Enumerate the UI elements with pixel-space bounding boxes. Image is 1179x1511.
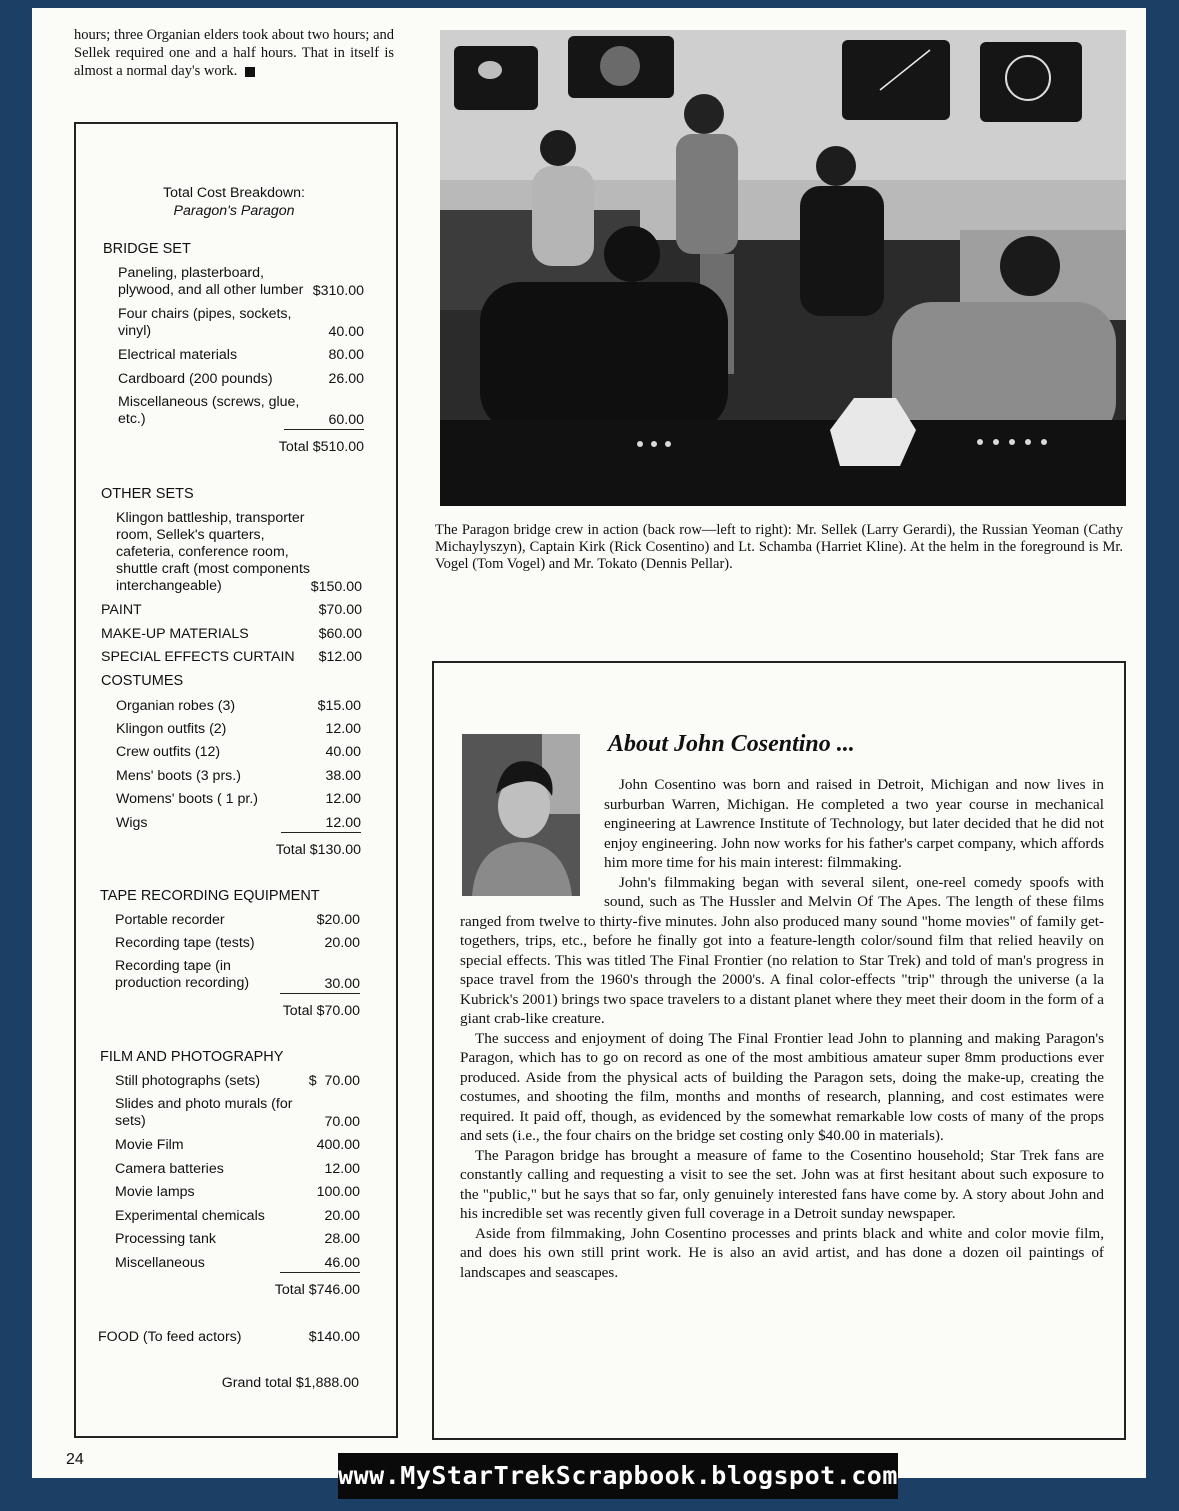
section-other-sets: OTHER SETS [101, 486, 194, 502]
about-box [432, 661, 1126, 1440]
magazine-page [32, 8, 1146, 1478]
cost-row: Organian robes (3) $15.00 [116, 698, 361, 714]
tape-total: Total $70.00 [282, 1003, 360, 1019]
section-costumes: COSTUMES [101, 673, 184, 689]
paragraph: The Paragon bridge has brought a measure of fame to the Cosentino household; Star Trek fans are constantly calling and requesting a visit to see the set. John was at first hesitant about such exposure to the "public," but he says that so far, only genuinely interested fans have come by. A story about John and his incredible set was recently given full coverage in a Detroit sunday newspaper. [460, 1146, 1104, 1222]
paragraph: Aside from filmmaking, John Cosentino processes and prints black and white and color movie film, and does his own still print work. He is also an avid artist, and has done a dozen oil paintings of landscapes and seascapes. [460, 1224, 1104, 1281]
costumes-total: Total $130.00 [275, 842, 361, 858]
bridge-crew-photo [440, 30, 1126, 506]
cost-row: Wigs 12.00 [116, 815, 361, 831]
cost-row: Experimental chemicals 20.00 [115, 1208, 360, 1224]
paragraph: John Cosentino was born and raised in Detroit, Michigan and now lives in surburban Warren, Michigan. He completed a two year course in mechanical engineering at Lawrence Institute of Technology, but later decided that he did not enjoy engineering. John now works for his father's carpet company, which affords him more time for his main interest: filmmaking. [604, 776, 1104, 871]
section-tape-recording: TAPE RECORDING EQUIPMENT [100, 888, 320, 904]
cost-breakdown-box [74, 122, 398, 1438]
cost-row: Processing tank 28.00 [115, 1231, 360, 1247]
cost-row: Cardboard (200 pounds) 26.00 [118, 371, 364, 387]
section-film-photography: FILM AND PHOTOGRAPHY [100, 1049, 284, 1065]
cost-row: Electrical materials 80.00 [118, 347, 364, 363]
cost-row: Klingon battleship, transporter room, Sellek's quarters, cafeteria, conference room, shuttle craft (most components interchangeable) $150.00 [116, 510, 362, 595]
cost-row: Still photographs (sets) $ 70.00 [115, 1073, 360, 1089]
cost-row-curtain: SPECIAL EFFECTS CURTAIN $12.00 [101, 649, 362, 665]
cost-row: Recording tape (in production recording) 30.00 [115, 958, 360, 992]
cost-row-paint: PAINT $70.00 [101, 602, 362, 618]
bridge-total: Total $510.00 [278, 439, 364, 455]
page-number: 24 [66, 1451, 84, 1468]
cost-row: Womens' boots ( 1 pr.) 12.00 [116, 791, 361, 807]
watermark: www.MyStarTrekScrapbook.blogspot.com [338, 1453, 898, 1499]
cost-row: Movie Film 400.00 [115, 1137, 360, 1153]
section-bridge-set: BRIDGE SET [103, 241, 191, 257]
cost-row-makeup: MAKE-UP MATERIALS $60.00 [101, 626, 362, 642]
cost-row: Movie lamps 100.00 [115, 1184, 360, 1200]
film-total: Total $746.00 [274, 1282, 360, 1298]
cost-row: Mens' boots (3 prs.) 38.00 [116, 768, 361, 784]
cost-title: Total Cost Breakdown: Paragon's Paragon [163, 185, 305, 219]
cost-row: Four chairs (pipes, sockets, vinyl) 40.00 [118, 306, 364, 340]
cost-row: Portable recorder $20.00 [115, 912, 360, 928]
cost-row: Miscellaneous (screws, glue, etc.) 60.00 [118, 394, 364, 428]
cost-row: Klingon outfits (2) 12.00 [116, 721, 361, 737]
cost-row: Paneling, plasterboard, plywood, and all other lumber $310.00 [118, 265, 364, 299]
cost-row: Camera batteries 12.00 [115, 1161, 360, 1177]
about-title: About John Cosentino ... [608, 731, 855, 757]
photo-caption: The Paragon bridge crew in action (back row—left to right): Mr. Sellek (Larry Gerardi), the Russian Yeoman (Cathy Michaylyszyn), Captain Kirk (Rick Cosentino) and Lt. Schamba (Harriet Kline). At the helm in the foreground is Mr. Vogel (Tom Vogel) and Mr. Tokato (Dennis Pellar). [435, 522, 1123, 572]
intro-paragraph: hours; three Organian elders took about two hours; and Sellek required one and a half hours. That in itself is almost a normal day's work. [74, 27, 394, 79]
cost-row: Crew outfits (12) 40.00 [116, 744, 361, 760]
about-article [460, 775, 1104, 1282]
paragraph: The success and enjoyment of doing The Final Frontier lead John to planning and making Paragon's Paragon, which has to go on record as one of the most ambitious amateur super 8mm productions ever produced. Aside from the physical acts of building the Paragon sets, doing the make-up, creating the costumes, and shooting the film, months and months of research, planning, and cost estimates were required. It paid off, though, as evidenced by the somewhat remarkable low costs of many of the props and sets (i.e., the four chairs on the bridge set costing only $40.00 in materials). [460, 1029, 1104, 1144]
cost-row: Slides and photo murals (for sets) 70.00 [115, 1096, 360, 1130]
cost-row-food: FOOD (To feed actors) $140.00 [98, 1329, 360, 1345]
cost-row: Miscellaneous 46.00 [115, 1255, 360, 1271]
end-mark-icon [245, 67, 255, 77]
paragraph: John's filmmaking began with several silent, one-reel comedy spoofs with sound, such as The Hussler and Melvin Of The Apes. The length of these films ranged from twelve to thirty-five minutes. John also produced many sound "home movies" of family get-togethers, trips, etc., before he finally got into a feature-length color/sound film that relied heavily on special effects. This was titled The Final Frontier (no relation to Star Trek) and told of man's progress in space travel from the 1960's through the 2000's. A final color-effects "trip" through the universe (a la Kubrick's 2001) brings two space travelers to a distant planet where they meet their doom in the form of a giant crab-like creature. [460, 873, 1104, 1027]
cost-row: Recording tape (tests) 20.00 [115, 935, 360, 951]
grand-total: Grand total $1,888.00 [221, 1375, 359, 1391]
image-wrap-spacer [460, 775, 604, 897]
